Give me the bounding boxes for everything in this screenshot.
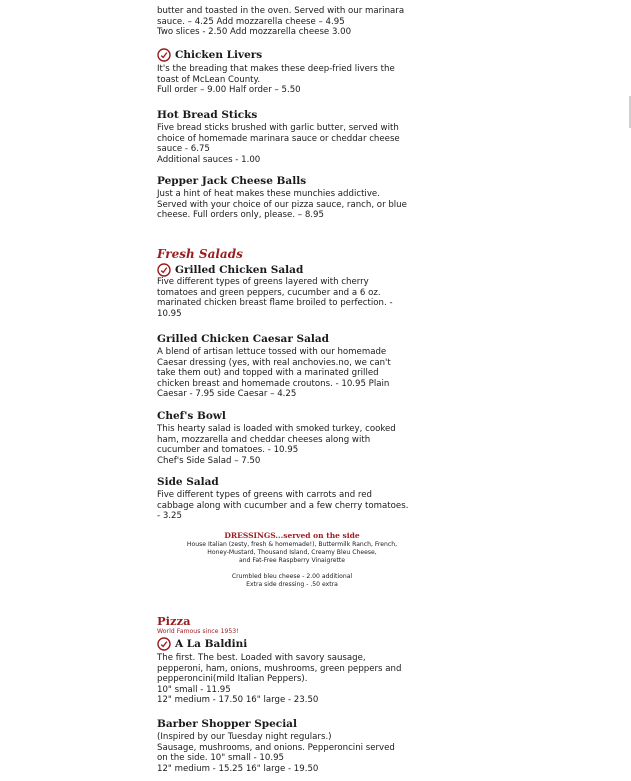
item-title: Chicken Livers xyxy=(175,48,263,61)
item-description: A blend of artisan lettuce tossed with our homemade Caesar dressing (yes, with real anchovies.no, we can't take them out) and topped with a marinated grilled chicken breast and homemade croutons. - 10.95 Plain Caesar - 7.95 side Caesar – 4.25 xyxy=(157,347,391,400)
item-title: Barber Shopper Special xyxy=(157,718,297,730)
description-line: butter and toasted in the oven. Served with our marinara xyxy=(157,6,405,16)
section-title-fresh-salads: Fresh Salads xyxy=(157,247,243,261)
item-description: (Inspired by our Tuesday night regulars.) Sausage, mushrooms, and onions. Pepperoncini served on the side. 10" small - 10.95 12" medium - 15.25 16" large - 19.50 xyxy=(157,732,395,774)
item-title: Grilled Chicken Caesar Salad xyxy=(157,333,330,345)
menu-item-chicken-livers xyxy=(157,48,395,96)
item-title: Hot Bread Sticks xyxy=(157,109,258,121)
description-line: Two slices - 2.50 Add mozzarella cheese 3.00 xyxy=(157,27,352,38)
item-description: Five different types of greens with carrots and red cabbage along with cucumber and a few cherry tomatoes. - 3.25 xyxy=(157,490,409,522)
dressings-extras: Crumbled bleu cheese - 2.00 additional Extra side dressing - .50 extra xyxy=(231,572,353,588)
menu-item-a-la-baldini xyxy=(157,637,401,706)
item-title: Pepper Jack Cheese Balls xyxy=(157,175,307,187)
item-description: Just a hint of heat makes these munchies addictive. Served with your choice of our pizza sauce, ranch, or blue cheese. Full orders only, please. – 8.95 xyxy=(157,189,407,221)
dressings-title: DRESSINGS...served on the side xyxy=(224,531,360,540)
description-line: sauce. – 4.25 Add mozzarella cheese – 4.95 xyxy=(157,16,345,27)
menu-item-side-salad xyxy=(157,476,408,522)
item-title: Side Salad xyxy=(157,476,219,488)
house-favorite-badge-icon xyxy=(157,637,171,651)
item-title: Chef's Bowl xyxy=(157,410,226,422)
section-title-pizza: Pizza xyxy=(157,614,191,628)
dressings-list: House Italian (zesty, fresh & homemade!), Buttermilk Ranch, French, Honey-Mustard, Thousand Island, Creamy Bleu Cheese, and Fat-Free Raspberry Vinaigrette xyxy=(186,541,398,565)
house-favorite-badge-icon xyxy=(157,263,171,277)
item-description: Five different types of greens layered with cherry tomatoes and green peppers, cucumber and a 6 oz. marinated chicken breast flame broiled to perfection. - 10.95 xyxy=(157,277,393,319)
menu-item-grilled-chicken-caesar-salad xyxy=(157,333,391,400)
dressings-block xyxy=(157,531,427,589)
item-description: The first. The best. Loaded with savory sausage, pepperoni, ham, onions, mushrooms, green peppers and pepperoncini(mild Italian Peppers). 10" small - 11.95 12" medium - 17.50 16" large - 23.50 xyxy=(157,653,402,706)
menu-item-grilled-chicken-salad xyxy=(157,263,393,319)
item-title: Grilled Chicken Salad xyxy=(175,263,304,276)
menu-item-hot-bread-sticks xyxy=(157,109,400,165)
item-title: A La Baldini xyxy=(175,637,248,650)
item-description: This hearty salad is loaded with smoked turkey, cooked ham, mozzarella and cheddar cheeses along with cucumber and tomatoes. - 10.95 Chef's Side Salad – 7.50 xyxy=(157,424,396,466)
menu-item-chefs-bowl xyxy=(157,410,396,466)
pizza-subtitle: World Famous since 1953! xyxy=(157,628,239,635)
house-favorite-badge-icon xyxy=(157,48,171,62)
menu-item-pepper-jack-cheese-balls xyxy=(157,175,407,221)
menu-item-barber-shopper-special xyxy=(157,718,395,774)
item-description: Five bread sticks brushed with garlic butter, served with choice of homemade marinara sauce or cheddar cheese sauce - 6.75 Additional sauces - 1.00 xyxy=(157,123,400,165)
item-description: It's the breading that makes these deep-fried livers the toast of McLean County. Full order – 9.00 Half order – 5.50 xyxy=(157,64,395,96)
bread-continuation-description xyxy=(157,6,404,38)
